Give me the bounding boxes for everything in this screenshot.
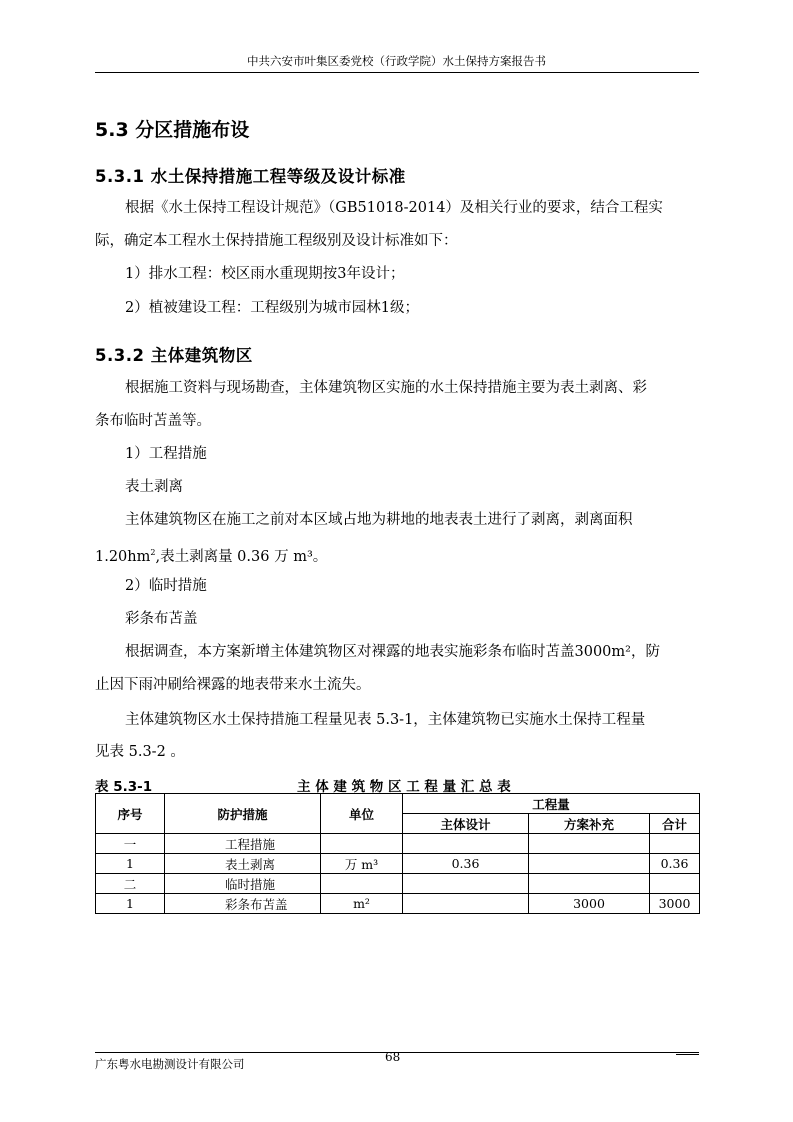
header-divider — [95, 72, 699, 73]
cell-no: 一 — [96, 834, 165, 854]
header-no: 序号 — [96, 794, 165, 834]
table-row — [96, 834, 700, 854]
paragraph-line: 见表 5.3-2 。 — [95, 744, 185, 760]
header-main-design: 主体设计 — [403, 814, 529, 834]
cell-total — [650, 874, 700, 894]
cell-plan — [529, 874, 650, 894]
paragraph-line: 际，确定本工程水土保持措施工程级别及设计标准如下： — [95, 233, 458, 249]
cell-unit — [321, 874, 403, 894]
table-title: 主 体 建 筑 物 区 工 程 量 汇 总 表 — [297, 779, 511, 795]
header-measure: 防护措施 — [165, 794, 321, 834]
superscript: 2 — [150, 548, 156, 557]
table-row — [96, 854, 700, 874]
cell-unit: m² — [321, 894, 403, 914]
cell-no: 1 — [96, 854, 165, 874]
cell-main — [403, 894, 529, 914]
paragraph-line: 止因下雨冲刷给裸露的地表带来水土流失。 — [95, 677, 371, 693]
header-plan-supplement: 方案补充 — [529, 814, 650, 834]
footer-divider-tail — [676, 1054, 699, 1055]
section-heading-5-3-1: 5.3.1 水土保持措施工程等级及设计标准 — [95, 167, 406, 186]
sub-heading: 表土剥离 — [125, 479, 183, 495]
section-heading-5-3-2: 5.3.2 主体建筑物区 — [95, 346, 253, 365]
paragraph-line: 条布临时苫盖等。 — [95, 413, 211, 429]
paragraph-line: 主体建筑物区在施工之前对本区域占地为耕地的地表表土进行了剥离，剥离面积 — [125, 512, 633, 528]
sub-heading: 彩条布苫盖 — [125, 611, 198, 627]
cell-main — [403, 834, 529, 854]
paragraph-line: 根据《水土保持工程设计规范》（GB51018-2014）及相关行业的要求，结合工程实 — [125, 200, 663, 216]
cell-unit — [321, 834, 403, 854]
cell-unit: 万 m³ — [321, 854, 403, 874]
cell-measure: 临时措施 — [165, 874, 321, 894]
page-header-title: 中共六安市叶集区委党校（行政学院）水土保持方案报告书 — [247, 54, 546, 68]
list-item: 1）工程措施 — [125, 446, 207, 462]
cell-plan — [529, 854, 650, 874]
header-total: 合计 — [650, 814, 700, 834]
cell-total: 0.36 — [650, 854, 700, 874]
table-row — [96, 894, 700, 914]
cell-total — [650, 834, 700, 854]
paragraph-line: 根据调查，本方案新增主体建筑物区对裸露的地表实施彩条布临时苫盖3000m²，防 — [125, 644, 660, 660]
cell-measure: 表土剥离 — [165, 854, 321, 874]
cell-measure: 彩条布苫盖 — [165, 894, 321, 914]
list-item: 1）排水工程：校区雨水重现期按3年设计； — [125, 266, 405, 282]
cell-total: 3000 — [650, 894, 700, 914]
paragraph-line: 根据施工资料与现场勘查，主体建筑物区实施的水土保持措施主要为表土剥离、彩 — [125, 380, 647, 396]
cell-main: 0.36 — [403, 854, 529, 874]
cell-plan — [529, 834, 650, 854]
list-item: 2）植被建设工程：工程级别为城市园林1级； — [125, 300, 419, 316]
quantity-table — [95, 793, 700, 914]
table-number: 表 5.3-1 — [95, 779, 153, 795]
page-number: 68 — [385, 1050, 401, 1064]
footer-company: 广东粤水电勘测设计有限公司 — [95, 1057, 245, 1071]
area-value: 1.20hm — [95, 548, 151, 565]
paragraph-line: 主体建筑物区水土保持措施工程量见表 5.3-1，主体建筑物已实施水土保持工程量 — [125, 712, 646, 728]
paragraph-line — [95, 543, 327, 567]
cell-no: 二 — [96, 874, 165, 894]
header-unit: 单位 — [321, 794, 403, 834]
cell-no: 1 — [96, 894, 165, 914]
cell-main — [403, 874, 529, 894]
section-heading-5-3: 5.3 分区措施布设 — [95, 119, 250, 141]
table-row — [96, 874, 700, 894]
header-quantity: 工程量 — [403, 794, 700, 814]
list-item: 2）临时措施 — [125, 578, 207, 594]
paragraph-text: ,表土剥离量 0.36 万 m³。 — [155, 548, 328, 565]
cell-measure: 工程措施 — [165, 834, 321, 854]
cell-plan: 3000 — [529, 894, 650, 914]
